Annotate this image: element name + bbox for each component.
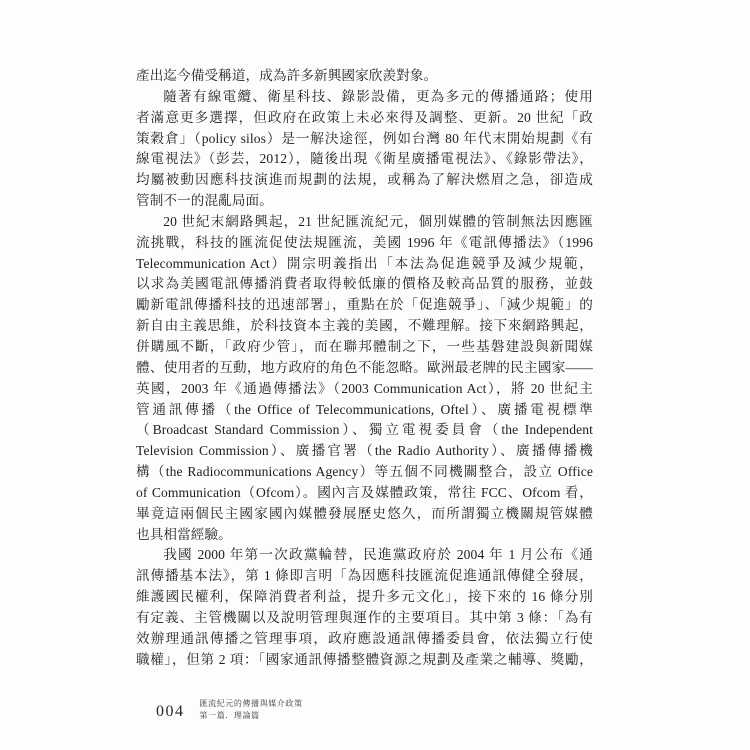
text-line: 職權」，但第 2 項：「國家通訊傳播整體資源之規劃及產業之輔導、獎勵， xyxy=(136,651,593,667)
text-line: 者滿意更多選擇，但政府在政策上未必來得及調整、更新。20 世紀「政 xyxy=(136,109,593,125)
text-line: 隨著有線電纜、衛星科技、錄影設備，更為多元的傳播通路；使用 xyxy=(163,88,593,104)
text-line: 也具相當經驗。 xyxy=(136,526,232,542)
text-line: 勵新電訊傳播科技的迅速部署」，重點在於「促進競爭」、「減少規範」的 xyxy=(136,297,593,313)
body-text-block xyxy=(136,66,593,670)
text-line: 併購風不斷，「政府少管」，而在聯邦體制之下，一些基磐建設與新聞媒 xyxy=(136,338,593,354)
text-line: （Broadcast Standard Commission）、獨立電視委員會（the Independent xyxy=(136,422,593,438)
text-line: 均屬被動因應科技演進而規劃的法規，或稱為了解決燃眉之急，卻造成 xyxy=(136,172,593,188)
text-line: 我國 2000 年第一次政黨輪替，民進黨政府於 2004 年 1 月公布《通 xyxy=(163,547,593,563)
footer-book-title: 匯流紀元的傳播與媒介政策 xyxy=(199,699,303,708)
text-line: Television Commission）、廣播官署（the Radio Authority）、廣播傳播機 xyxy=(136,443,593,459)
text-line: 線電視法》（彭芸，2012），隨後出現《衛星廣播電視法》、《錄影帶法》， xyxy=(136,151,593,167)
text-line: 英國，2003 年《通過傳播法》（2003 Communication Act），將 20 世紀主 xyxy=(136,380,593,396)
text-line: 產出迄今備受稱道，成為許多新興國家欣羨對象。 xyxy=(136,68,438,83)
footer-section-title: 第一篇．理論篇 xyxy=(199,710,260,720)
text-line: 策穀倉」（policy silos）是一解決途徑，例如台灣 80 年代末開始規劃《有 xyxy=(136,130,593,146)
text-line: Telecommunication Act）開宗明義指出「本法為促進競爭及減少規範， xyxy=(136,255,593,271)
text-line: 流挑戰，科技的匯流促使法規匯流，美國 1996 年《電訊傳播法》（1996 xyxy=(136,234,593,250)
text-line: 畢竟這兩個民主國家國內媒體發展歷史悠久，而所謂獨立機關規管媒體 xyxy=(136,505,593,521)
text-line: 訊傳播基本法》，第 1 條即言明「為因應科技匯流促進通訊傳健全發展， xyxy=(136,568,593,584)
text-line: 效辦理通訊傳播之管理事項，政府應設通訊傳播委員會，依法獨立行使 xyxy=(136,630,593,646)
text-line: 體、使用者的互動，地方政府的角色不能忽略。歐洲最老牌的民主國家—— xyxy=(136,359,593,375)
footer-titles xyxy=(200,698,303,721)
text-line: 構（the Radiocommunications Agency）等五個不同機關整合，設立 Office xyxy=(136,464,593,480)
page-footer xyxy=(156,698,303,721)
text-line: 20 世紀末網路興起，21 世紀匯流紀元，個別媒體的管制無法因應匯 xyxy=(163,213,593,229)
text-line: 以求為美國電訊傳播消費者取得較低廉的價格及較高品質的服務，並鼓 xyxy=(136,276,593,292)
page-number: 004 xyxy=(156,703,185,721)
text-line: 維護國民權利，保障消費者利益，提升多元文化」，接下來的 16 條分別 xyxy=(136,589,593,605)
text-line: 管通訊傳播（the Office of Telecommunications, Oftel）、廣播電視標準 xyxy=(136,401,593,417)
text-line: of Communication（Ofcom）。國內言及媒體政策，常往 FCC、Ofcom 看， xyxy=(136,484,593,500)
text-line: 新自由主義思維，於科技資本主義的美國，不難理解。接下來網路興起， xyxy=(136,318,593,334)
text-line: 管制不一的混亂局面。 xyxy=(136,193,273,209)
text-line: 有定義、主管機關以及說明管理與運作的主要項目。其中第 3 條：「為有 xyxy=(136,609,593,625)
